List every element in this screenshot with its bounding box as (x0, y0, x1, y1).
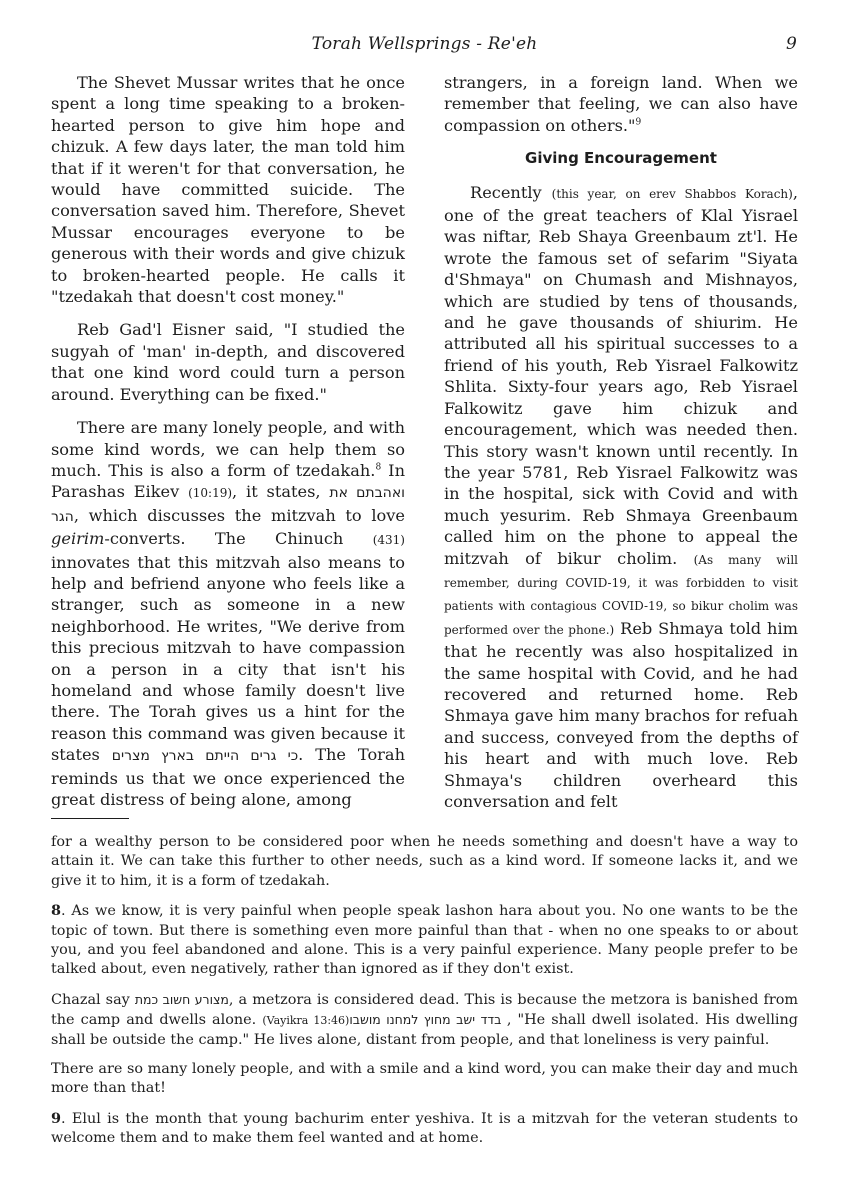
text-span: , which discusses the mitzvah to love (73, 505, 405, 525)
footnote-8-chazal (51, 990, 798, 1050)
hebrew-quote: בדד ישב מחוץ למחנו מושבו (349, 1012, 507, 1028)
paragraph-lonely-people (51, 417, 405, 810)
text-span: . Elul is the month that young bachurim enter yeshiva. It is a mitzvah for the veteran students to welcome them and to make them feel wanted and at home. (51, 1110, 798, 1147)
text-span: innovates that this mitzvah also means to help and befriend anyone who feels like a stranger, such as someone in a new neighborhood. He writes, "We derive from this precious mitzvah to have compassion on a person in a city that isn't his homeland and whose family doesn't live there. The Torah gives us a hint for the reason this command was given because it states (51, 552, 405, 765)
footnote-ref-8: 8 (375, 462, 382, 473)
source-ref: (10:19) (188, 486, 233, 501)
parenthetical-note: (As many will remember, during COVID-19, it was forbidden to visit patients with contagious COVID-19, so bikur cholim was performed over the phone.) (444, 552, 798, 637)
italic-term: geirim (51, 529, 105, 549)
text-span: -converts. The Chinuch (104, 529, 373, 549)
hebrew-quote: ואהבתם את הגר (51, 485, 405, 525)
source-ref: (Vayikra 13:46) (262, 1014, 350, 1028)
paragraph-gadl-eisner: Reb Gad'l Eisner said, "I studied the sugyah of 'man' in-depth, and discovered that one kind word could turn a person around. Everything can be fixed." (51, 320, 405, 404)
hebrew-quote: מצורע חשוב כמת (134, 991, 229, 1007)
text-span: . As we know, it is very painful when people speak lashon hara about you. No one wants to be the topic of town. But there is something even more painful than that - when no one speaks to or about you, and you feel abandoned and alone. This is a very painful experience. Many people prefer to be talked about, even negatively, rather than ignored as if they don't exist. (51, 903, 798, 978)
text-span: strangers, in a foreign land. When we remember that feeling, we can also have compassion on others." (444, 73, 798, 135)
text-span: Reb Shmaya told him that he recently was also hospitalized in the same hospital with Covid, and he had recovered and returned home. Reb Shmaya gave him many brachos for refuah and success, conveyed from the depths of his heart and with much love. Reb Shmaya's children overheard this conversation and felt (444, 618, 798, 811)
text-span: . The Torah reminds us that we once experienced the great distress of being alone, among (51, 745, 405, 809)
footnotes-section (51, 833, 798, 1159)
footnote-9 (51, 1109, 798, 1149)
page-number: 9 (786, 34, 797, 54)
text-span: There are many lonely people, and with some kind words, we can help them so much. This is also a form of tzedakah. (51, 418, 405, 480)
text-span: Chazal say (51, 991, 135, 1008)
footnote-number: 9 (51, 1109, 62, 1127)
source-ref: (431) (372, 533, 405, 548)
paragraph-continuation (444, 72, 798, 136)
footnote-continuation: for a wealthy person to be considered poor when he needs something and doesn't have a way to attain it. We can take this further to other needs, such as a kind word. If someone lacks it, and we give it to him, it is a form of tzedakah. (51, 834, 798, 889)
section-heading: Giving Encouragement (525, 149, 717, 168)
footnote-divider (51, 818, 129, 819)
footnote-8 (51, 901, 798, 980)
right-column (444, 72, 798, 824)
text-span: , one of the great teachers of Klal Yisrael was niftar, Reb Shaya Greenbaum zt'l. He wrote the famous set of sefarim "Siyata d'Shmaya" on Chumash and Mishnayos, which are studied by tens of thousands, and he gave thousands of shiurim. He attributed all his spiritual successes to a friend of his youth, Reb Yisrael Falkowitz Shlita. Sixty-four years ago, Reb Yisrael Falkowitz gave him chizuk and encouragement, which was needed then. This story wasn't known until recently. In the year 5781, Reb Yisrael Falkowitz was in the hospital, sick with Covid and with much yesurim. Reb Shmaya Greenbaum called him on the phone to appeal the mitzvah of bikur cholim. (444, 182, 798, 568)
text-span: In Parashas Eikev (51, 460, 406, 502)
footnote-8-closing: There are so many lonely people, and with a smile and a kind word, you can make their day and much more than that! (51, 1061, 798, 1097)
text-span: , it states, (232, 482, 330, 502)
text-span: , a metzora is considered dead. This is because the metzora is banished from the camp and dwells alone. (51, 991, 799, 1029)
text-span: Recently (470, 182, 552, 202)
footnote-number: 8 (51, 902, 62, 920)
hebrew-quote: כי גרים הייתם בארץ מצרים (111, 748, 299, 765)
paragraph-shevet-mussar: The Shevet Mussar writes that he once spent a long time speaking to a broken-hearted person to give him hope and chizuk. A few days later, the man told him that if it weren't for that conversation, he would have committed suicide. The conversation saved him. Therefore, Shevet Mussar encourages everyone to be generous with their words and give chizuk to broken-hearted people. He calls it "tzedakah that doesn't cost money." (51, 73, 405, 307)
text-span: , "He shall dwell isolated. His dwelling shall be outside the camp." He lives alone, distant from people, and that loneliness is very painful. (51, 1012, 799, 1048)
running-header-title: Torah Wellsprings - Re'eh (311, 34, 538, 54)
paragraph-greenbaum-story (444, 182, 798, 813)
parenthetical-note: (this year, on erev Shabbos Korach) (551, 186, 793, 201)
footnote-ref-9: 9 (635, 117, 642, 128)
left-column (51, 72, 405, 822)
